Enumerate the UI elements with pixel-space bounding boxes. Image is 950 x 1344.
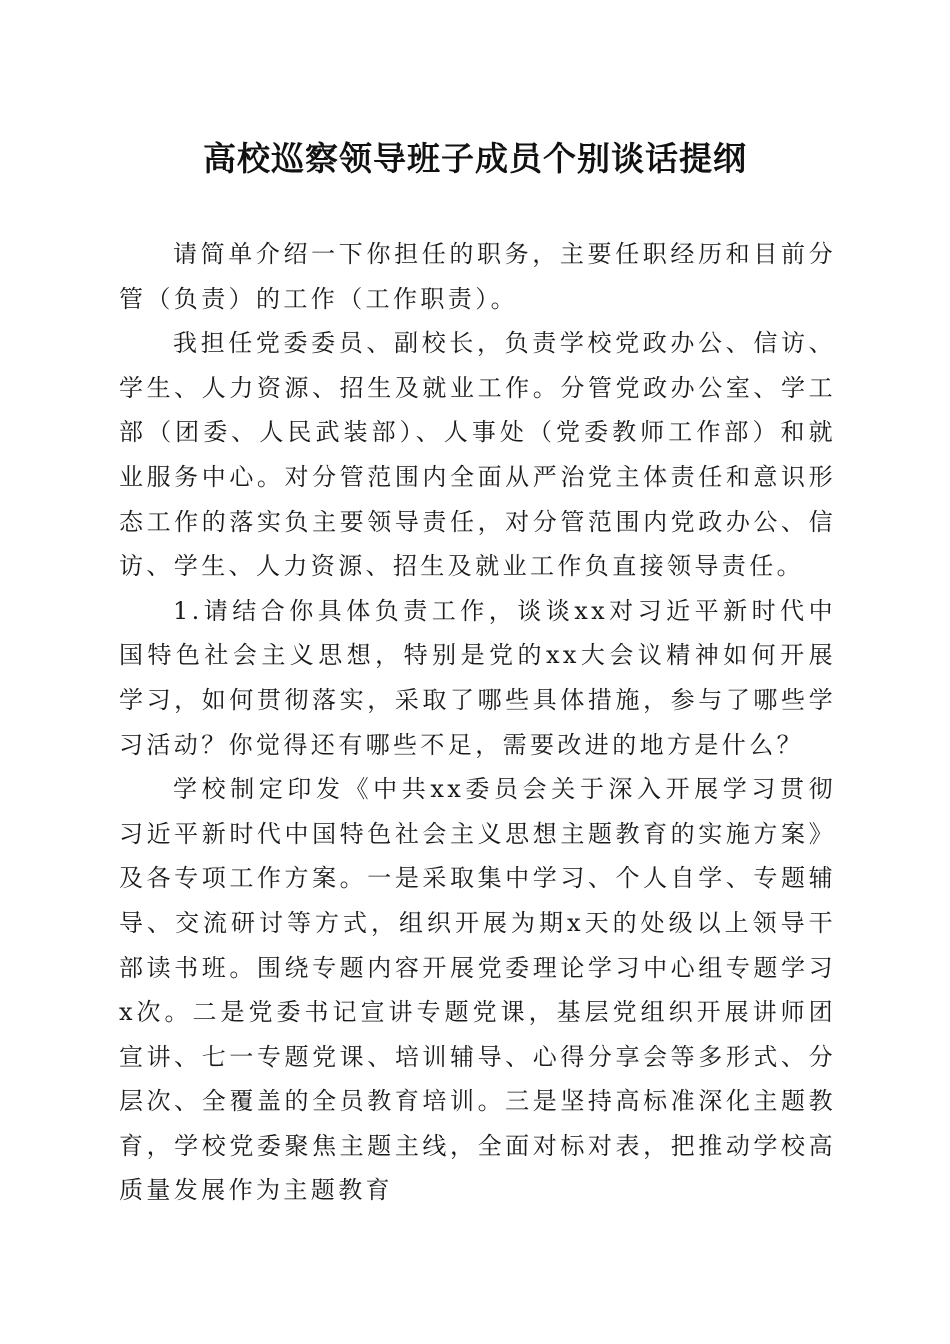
paragraph-intro-answer: 我担任党委委员、副校长，负责学校党政办公、信访、学生、人力资源、招生及就业工作。分管党政办公室、学工部（团委、人民武装部）、人事处（党委教师工作部）和就业服务中心。对分管范围内全面从严治党主体责任和意识形态工作的落实负主要领导责任，对分管范围内党政办公、信访、学生、人力资源、招生及就业工作负直接领导责任。 [119, 329, 836, 581]
document-title: 高校巡察领导班子成员个别谈话提纲 [203, 139, 747, 178]
paragraph-intro-question: 请简单介绍一下你担任的职务，主要任职经历和目前分管（负责）的工作（工作职责）。 [119, 240, 836, 313]
paragraph-answer-1: 学校制定印发《中共xx委员会关于深入开展学习贯彻习近平新时代中国特色社会主义思想主题教育的实施方案》及各专项工作方案。一是采取集中学习、个人自学、专题辅导、交流研讨等方式，组织开展为期x天的处级以上领导干部读书班。围绕专题内容开展党委理论学习中心组专题学习x次。二是党委书记宣讲专题党课，基层党组织开展讲师团宣讲、七一专题党课、培训辅导、心得分享会等多形式、分层次、全覆盖的全员教育培训。三是坚持高标准深化主题教育，学校党委聚焦主题主线，全面对标对表，把推动学校高质量发展作为主题教育 [119, 775, 836, 1205]
paragraph-question-1: 1.请结合你具体负责工作，谈谈xx对习近平新时代中国特色社会主义思想，特别是党的xx大会议精神如何开展学习，如何贯彻落实，采取了哪些具体措施，参与了哪些学习活动？你觉得还有哪些不足，需要改进的地方是什么？ [119, 596, 836, 759]
document-body [119, 232, 836, 1213]
